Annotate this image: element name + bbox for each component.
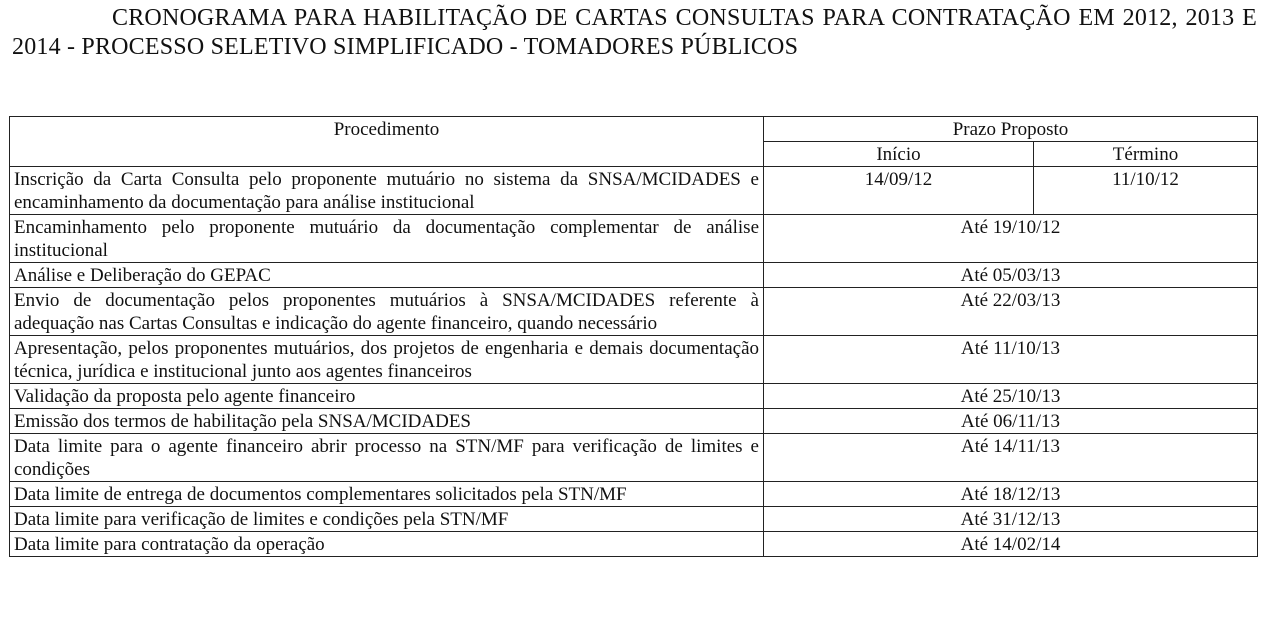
prazo-cell: Até 22/03/13 bbox=[764, 288, 1258, 336]
table-row bbox=[10, 263, 1258, 288]
procedimento-cell: Validação da proposta pelo agente financeiro bbox=[10, 384, 764, 409]
inicio-cell: 14/09/12 bbox=[764, 167, 1034, 215]
table-row bbox=[10, 409, 1258, 434]
table-row bbox=[10, 482, 1258, 507]
prazo-cell: Até 11/10/13 bbox=[764, 336, 1258, 384]
table-body bbox=[10, 167, 1258, 557]
procedimento-cell: Emissão dos termos de habilitação pela SNSA/MCIDADES bbox=[10, 409, 764, 434]
prazo-cell: Até 25/10/13 bbox=[764, 384, 1258, 409]
table-row bbox=[10, 384, 1258, 409]
procedimento-cell: Envio de documentação pelos proponentes mutuários à SNSA/MCIDADES referente à adequação nas Cartas Consultas e indicação do agente financeiro, quando necessário bbox=[10, 288, 764, 336]
prazo-cell: Até 18/12/13 bbox=[764, 482, 1258, 507]
schedule-table bbox=[9, 116, 1258, 557]
procedimento-cell: Encaminhamento pelo proponente mutuário da documentação complementar de análise institucional bbox=[10, 215, 764, 263]
table-row bbox=[10, 288, 1258, 336]
header-procedimento: Procedimento bbox=[10, 117, 764, 167]
table-row bbox=[10, 507, 1258, 532]
document-title: CRONOGRAMA PARA HABILITAÇÃO DE CARTAS CONSULTAS PARA CONTRATAÇÃO EM 2012, 2013 E 2014 - PROCESSO SELETIVO SIMPLIFICADO - TOMADORES PÚBLICOS bbox=[12, 5, 1257, 60]
termino-cell: 11/10/12 bbox=[1034, 167, 1258, 215]
table-row bbox=[10, 336, 1258, 384]
header-inicio: Início bbox=[764, 142, 1034, 167]
prazo-cell: Até 14/02/14 bbox=[764, 532, 1258, 557]
header-termino: Término bbox=[1034, 142, 1258, 167]
table-row bbox=[10, 167, 1258, 215]
procedimento-cell: Data limite para contratação da operação bbox=[10, 532, 764, 557]
procedimento-cell: Análise e Deliberação do GEPAC bbox=[10, 263, 764, 288]
header-prazo-proposto: Prazo Proposto bbox=[764, 117, 1258, 142]
procedimento-cell: Inscrição da Carta Consulta pelo proponente mutuário no sistema da SNSA/MCIDADES e encaminhamento da documentação para análise institucional bbox=[10, 167, 764, 215]
prazo-cell: Até 19/10/12 bbox=[764, 215, 1258, 263]
prazo-cell: Até 05/03/13 bbox=[764, 263, 1258, 288]
prazo-cell: Até 14/11/13 bbox=[764, 434, 1258, 482]
prazo-cell: Até 31/12/13 bbox=[764, 507, 1258, 532]
table-header bbox=[10, 117, 1258, 167]
table-row bbox=[10, 532, 1258, 557]
table-row bbox=[10, 434, 1258, 482]
procedimento-cell: Data limite de entrega de documentos complementares solicitados pela STN/MF bbox=[10, 482, 764, 507]
procedimento-cell: Apresentação, pelos proponentes mutuários, dos projetos de engenharia e demais documentação técnica, jurídica e institucional junto aos agentes financeiros bbox=[10, 336, 764, 384]
procedimento-cell: Data limite para verificação de limites e condições pela STN/MF bbox=[10, 507, 764, 532]
procedimento-cell: Data limite para o agente financeiro abrir processo na STN/MF para verificação de limites e condições bbox=[10, 434, 764, 482]
prazo-cell: Até 06/11/13 bbox=[764, 409, 1258, 434]
header-row-top bbox=[10, 117, 1258, 142]
table-row bbox=[10, 215, 1258, 263]
